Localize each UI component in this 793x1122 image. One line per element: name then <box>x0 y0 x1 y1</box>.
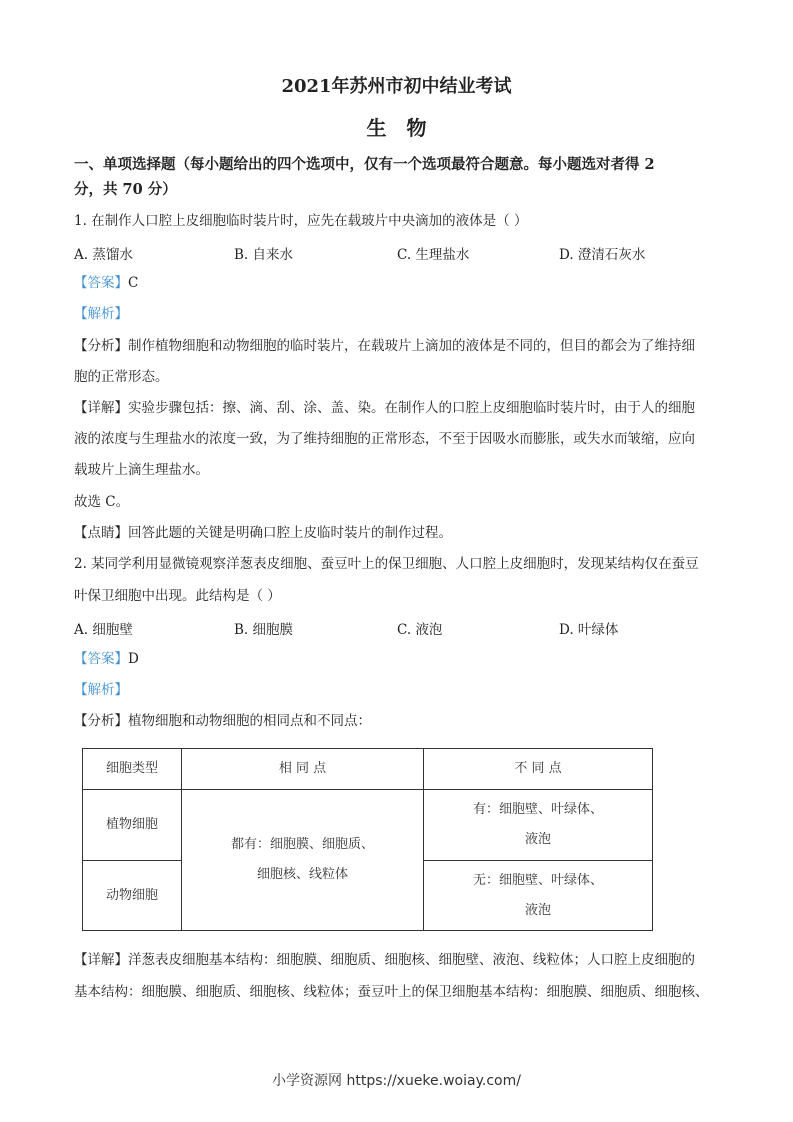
diff-line: 液泡 <box>524 902 551 918</box>
diff-line: 无：细胞壁、叶绿体、 <box>472 872 603 888</box>
q1-conclusion: 故选 C。 <box>74 494 130 510</box>
answer-tag: 【答案】 <box>74 275 128 291</box>
fenxi-text: 植物细胞和动物细胞的相同点和不同点： <box>128 713 371 729</box>
q1-analysis-tag: 【解析】 <box>74 306 128 322</box>
q1-xiangjie-cont: 液的浓度与生理盐水的浓度一致，为了维持细胞的正常形态，不至于因吸水而膨胀，或失水而皱缩，应向 <box>74 431 695 447</box>
q2-stem: 2. 某同学利用显微镜观察洋葱表皮细胞、蚕豆叶上的保卫细胞、人口腔上皮细胞时，发现某结构仅在蚕豆 <box>74 556 699 572</box>
q1-option-c: C. 生理盐水 <box>397 247 470 263</box>
fenxi-text: 制作植物细胞和动物细胞的临时装片，在载玻片上滴加的液体是不同的，但目的都会为了维持细 <box>128 338 695 354</box>
answer-value: C <box>128 275 139 291</box>
xiangjie-tag: 【详解】 <box>74 952 128 968</box>
plant-diff-cell <box>424 790 653 861</box>
doc-title: 2021年苏州市初中结业考试 <box>281 76 512 97</box>
q2-answer <box>74 650 139 668</box>
table-header: 细胞类型 <box>83 749 182 790</box>
row-label-animal: 动物细胞 <box>83 861 182 931</box>
table-header: 不 同 点 <box>424 749 653 790</box>
q2-xiangjie <box>74 951 695 969</box>
fenxi-tag: 【分析】 <box>74 338 128 354</box>
dianjing-text: 回答此题的关键是明确口腔上皮临时装片的制作过程。 <box>128 525 452 541</box>
q1-option-d: D. 澄清石灰水 <box>559 247 646 263</box>
diff-line: 液泡 <box>524 832 551 847</box>
answer-tag: 【答案】 <box>74 651 128 667</box>
q2-option-d: D. 叶绿体 <box>559 622 619 638</box>
q2-stem-cont: 叶保卫细胞中出现。此结构是（ ） <box>74 588 281 604</box>
q2-xiangjie-cont: 基本结构：细胞膜、细胞质、细胞核、线粒体；蚕豆叶上的保卫细胞基本结构：细胞膜、细胞质、细胞核、 <box>74 984 709 1000</box>
dianjing-tag: 【点睛】 <box>74 525 128 541</box>
same-points-cell <box>182 790 424 931</box>
q1-stem: 1. 在制作人口腔上皮细胞临时装片时，应先在载玻片中央滴加的液体是（ ） <box>74 213 528 229</box>
table-header: 相 同 点 <box>182 749 424 790</box>
animal-diff-cell <box>424 861 653 931</box>
q2-fenxi <box>74 712 371 730</box>
q2-option-c: C. 液泡 <box>397 622 443 638</box>
cell-comparison-table <box>82 748 653 931</box>
row-label-plant: 植物细胞 <box>83 790 182 861</box>
q2-analysis-tag: 【解析】 <box>74 682 128 698</box>
footer-watermark: 小学资源网 https://xueke.woiay.com/ <box>272 1073 521 1089</box>
answer-value: D <box>128 651 139 667</box>
section-heading-cont: 分，共 70 分） <box>74 181 177 198</box>
fenxi-tag: 【分析】 <box>74 713 128 729</box>
q1-dianjing <box>74 524 452 542</box>
diff-line: 有：细胞壁、叶绿体、 <box>472 802 603 817</box>
q1-xiangjie-cont2: 载玻片上滴生理盐水。 <box>74 462 209 478</box>
same-line: 都有：细胞膜、细胞质、 <box>230 837 374 852</box>
same-line: 细胞核、线粒体 <box>256 867 348 882</box>
xiangjie-text: 洋葱表皮细胞基本结构：细胞膜、细胞质、细胞核、细胞壁、液泡、线粒体；人口腔上皮细胞的 <box>128 952 695 968</box>
q2-option-b: B. 细胞膜 <box>234 622 294 638</box>
xiangjie-tag: 【详解】 <box>74 400 128 416</box>
q1-fenxi-cont: 胞的正常形态。 <box>74 369 169 385</box>
q1-option-a: A. 蒸馏水 <box>74 247 133 263</box>
subject-title: 生 物 <box>366 116 427 140</box>
q1-fenxi <box>74 337 695 355</box>
q2-option-a: A. 细胞壁 <box>74 622 133 638</box>
xiangjie-text: 实验步骤包括：擦、滴、刮、涂、盖、染。在制作人的口腔上皮细胞临时装片时，由于人的细胞 <box>128 400 695 416</box>
q1-answer <box>74 274 138 292</box>
q1-xiangjie <box>74 399 695 417</box>
section-heading: 一、单项选择题（每小题给出的四个选项中，仅有一个选项最符合题意。每小题选对者得 2 <box>74 156 655 173</box>
q1-option-b: B. 自来水 <box>234 247 294 263</box>
